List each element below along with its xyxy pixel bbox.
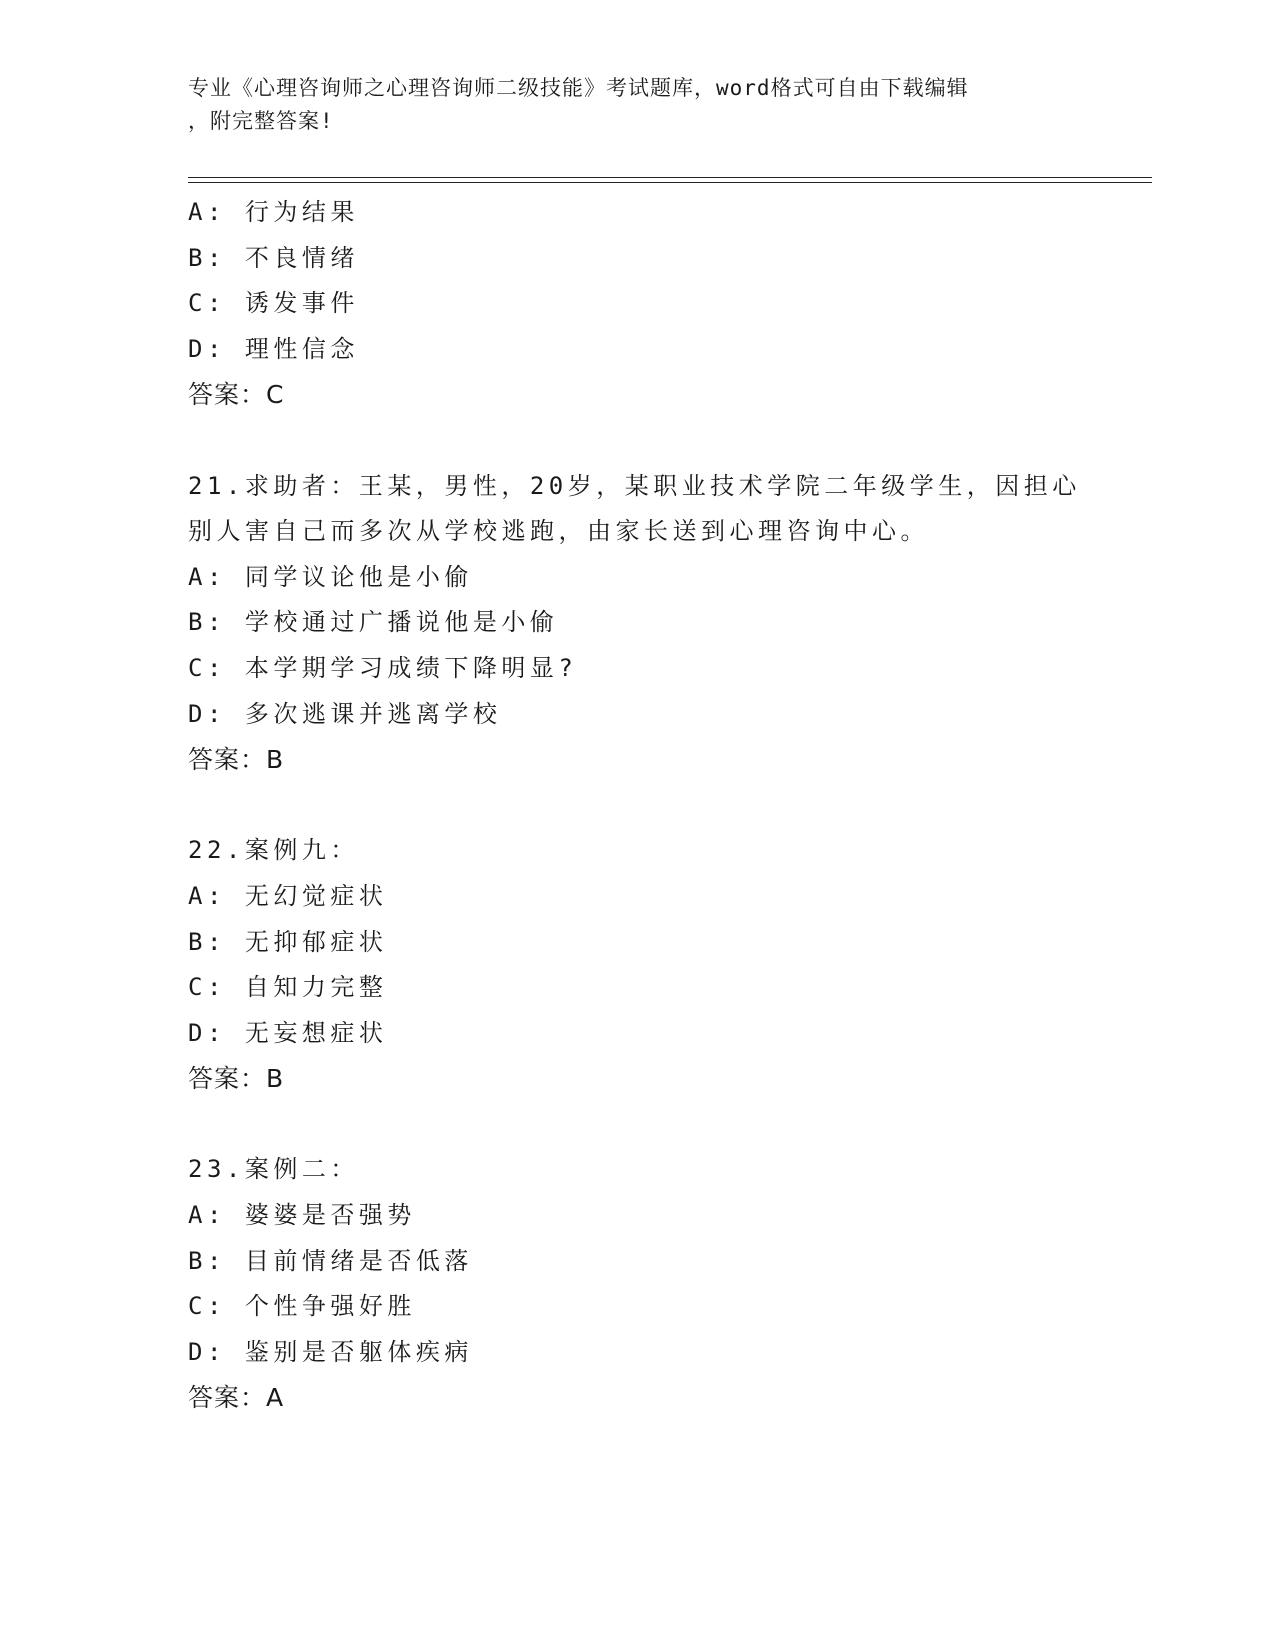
question-block-22 xyxy=(188,828,1148,1102)
answer-line: 答案：B xyxy=(188,1064,285,1094)
option-b: B: 学校通过广播说他是小偷 xyxy=(188,608,559,637)
question-stem: 23.案例二： xyxy=(188,1155,359,1184)
option-a: A: 无幻觉症状 xyxy=(188,881,388,910)
question-stem: 21.求助者：王某，男性，20岁，某职业技术学院二年级学生，因担心 xyxy=(188,471,1081,500)
option-a: A: 行为结果 xyxy=(188,198,359,226)
option-c: C: 诱发事件 xyxy=(188,289,359,318)
question-block-21 xyxy=(188,464,1148,783)
document-header xyxy=(188,72,1088,138)
option-a: A: 同学议论他是小偷 xyxy=(188,562,473,591)
question-block-20 xyxy=(188,190,1148,418)
question-block-23 xyxy=(188,1147,1148,1421)
option-d: D: 鉴别是否躯体疾病 xyxy=(188,1337,473,1366)
option-d: D: 多次逃课并逃离学校 xyxy=(188,699,502,728)
answer-line: 答案：A xyxy=(188,1383,285,1413)
header-line-1: 专业《心理咨询师之心理咨询师二级技能》考试题库，word格式可自由下载编辑 xyxy=(188,76,969,100)
option-d: D: 无妄想症状 xyxy=(188,1018,388,1047)
option-a: A: 婆婆是否强势 xyxy=(188,1201,416,1230)
option-d: D: 理性信念 xyxy=(188,334,359,363)
question-content xyxy=(188,190,1148,1421)
option-b: B: 不良情绪 xyxy=(188,243,359,272)
question-stem: 22.案例九： xyxy=(188,836,359,865)
answer-line: 答案：B xyxy=(188,745,285,775)
option-c: C: 本学期学习成绩下降明显? xyxy=(188,653,578,682)
header-rule-bottom xyxy=(188,182,1152,183)
option-c: C: 自知力完整 xyxy=(188,973,388,1002)
header-rule-top xyxy=(188,177,1152,178)
option-b: B: 目前情绪是否低落 xyxy=(188,1246,473,1275)
answer-line: 答案：C xyxy=(188,380,285,410)
header-line-2: ，附完整答案! xyxy=(188,109,334,133)
option-c: C: 个性争强好胜 xyxy=(188,1292,416,1321)
option-b: B: 无抑郁症状 xyxy=(188,927,388,956)
question-stem-cont: 别人害自己而多次从学校逃跑，由家长送到心理咨询中心。 xyxy=(188,517,929,546)
